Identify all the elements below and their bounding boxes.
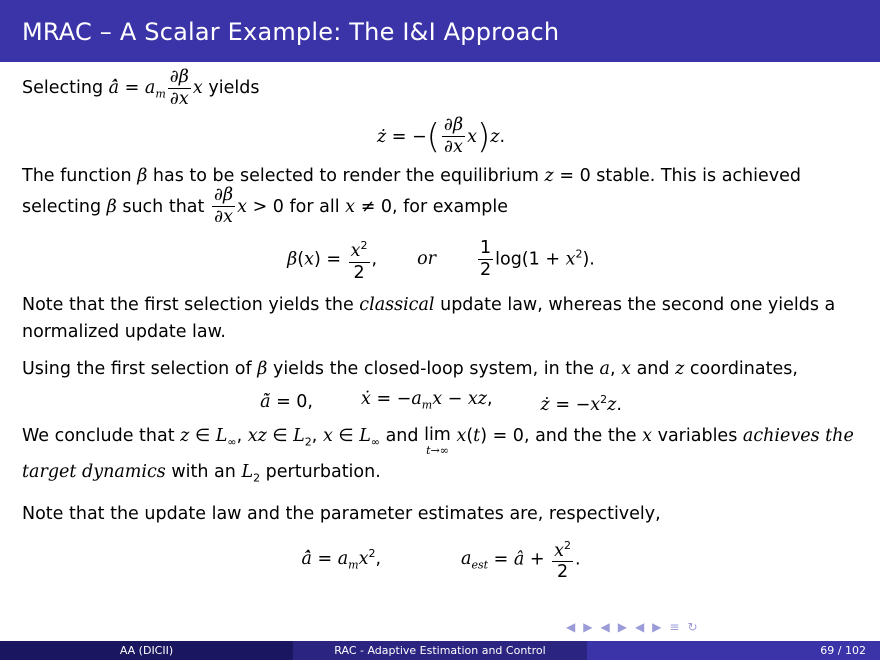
conclusion: We conclude that z ∈ $L_\infty$, xz ∈ $L_2$, x ∈ $L_\infty$ and lim t→∞ x(t) = 0, and the the x variables achieves the target dynamics with an $L_2$ perturbation. xyxy=(22,424,854,484)
beta-options-equation: β(x) = $\frac{x^2}{2}$ , or $\frac{1}{2}$ $\log(1 + x^2)$. xyxy=(22,232,860,288)
update-law-equations: â̇ = $a_mx^2$, $a_{est}$ = â + $\frac{x^2}{2}$ . xyxy=(22,530,860,588)
zdot-equation: ż = −( $\frac{\partial\beta}{\partial x}$ x)z. xyxy=(376,115,506,157)
note-classical: Note that the first selection yields the classical update law, whereas the second one yields a normalized update law. xyxy=(22,294,836,342)
prev-frame-icon[interactable]: ◀ xyxy=(566,620,576,634)
prev-subsection-icon[interactable]: ◀ xyxy=(634,620,645,634)
prev-section-icon[interactable]: ◀ xyxy=(600,620,610,634)
footer-page-number: 69 / 102 xyxy=(587,641,880,660)
slide-content xyxy=(22,66,860,588)
next-section-icon[interactable]: ▶ xyxy=(617,620,627,634)
footer-author: AA (DICII) xyxy=(0,641,293,660)
next-subsection-icon[interactable]: ▶ xyxy=(652,620,662,634)
selecting-line: Selecting â̇ = $a_m$ $\frac{\partial\beta}{\partial x}$ x yields xyxy=(22,66,260,109)
note-update-law: Note that the update law and the parameter estimates are, respectively, xyxy=(22,504,661,524)
toc-icon[interactable]: ≡ xyxy=(669,620,680,634)
selecting-beta-line: selecting β such that $\frac{\partial\beta}{\partial x}$ x > 0 for all x ≠ 0, for example xyxy=(22,185,509,227)
search-icon[interactable]: ↻ xyxy=(687,620,698,634)
closed-loop-equations: ã̇ = 0, ẋ = $-a_mx$ − xz, ż = $-x^2z$. xyxy=(260,389,622,415)
footer-course: RAC - Adaptive Estimation and Control xyxy=(293,641,587,660)
slide-title: MRAC – A Scalar Example: The I&I Approach xyxy=(22,18,560,46)
function-beta-line: The function β has to be selected to render the equilibrium z = 0 stable. This is achieved xyxy=(22,165,802,186)
slide-title-bar xyxy=(0,0,880,62)
next-frame-icon[interactable]: ▶ xyxy=(583,620,593,634)
footer xyxy=(0,641,880,660)
beamer-navigation xyxy=(566,620,866,636)
using-first-selection: Using the first selection of β yields the closed-loop system, in the a, x and z coordinates, xyxy=(22,358,798,379)
